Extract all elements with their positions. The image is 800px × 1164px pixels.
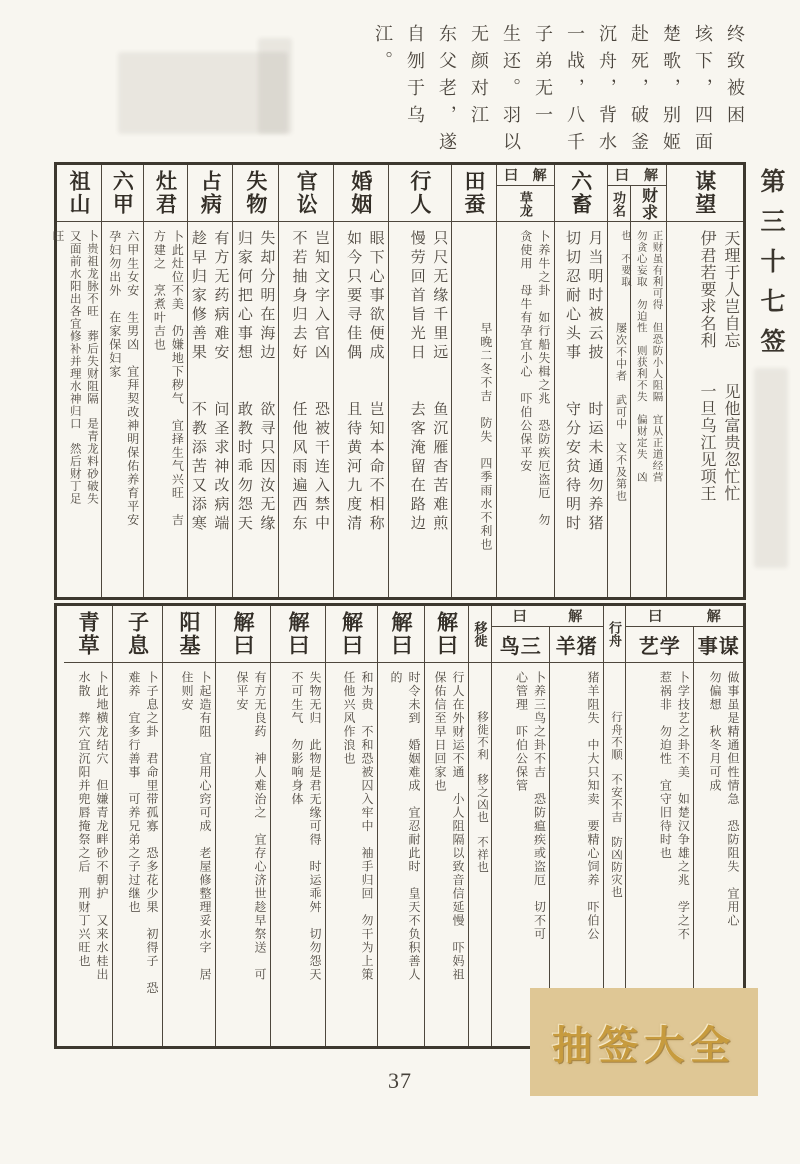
- table-column-田蚕: [451, 165, 496, 597]
- column-label-草龙: 草龙: [497, 186, 554, 222]
- group-header-char: 曰: [648, 610, 663, 625]
- table-column-婚姻: [333, 165, 388, 597]
- story-column: 赴死，破釜: [629, 24, 649, 159]
- column-label-财求: 财求: [631, 186, 666, 222]
- column-group: [496, 165, 554, 597]
- story-column: 无颜对江: [469, 24, 489, 132]
- content-line: 卜贵祖龙脉不旺 葬后失财阻隔 是青龙料砂破失: [85, 230, 98, 505]
- story-column: 终致被困: [725, 24, 745, 132]
- story-column: 子弟无一: [533, 24, 553, 132]
- group-header-char: 曰: [512, 610, 527, 625]
- page-title: 第三十七签: [757, 168, 784, 368]
- group-columns: [497, 186, 554, 597]
- column-content: [326, 663, 377, 1046]
- content-line: 如今只要寻佳偶 且待黄河九度清: [345, 230, 362, 534]
- group-header-char: 曰: [615, 169, 630, 184]
- column-label-解曰: 解曰: [378, 606, 424, 663]
- group-header-解曰: [492, 606, 603, 627]
- table-column-解曰: [215, 606, 270, 1046]
- column-label-婚姻: 婚姻: [334, 165, 388, 222]
- column-content: [452, 222, 496, 597]
- content-line: 行舟不顺 不安不吉 防凶防灾也: [610, 711, 622, 899]
- content-line: 贪使用 母牛有孕宜小心 吓伯公保平安: [518, 230, 533, 473]
- table-column-行人: [388, 165, 452, 597]
- page-number: 37: [388, 1068, 412, 1093]
- column-label-羊猪: 羊猪: [550, 627, 603, 663]
- column-content: [188, 222, 232, 597]
- content-line: 有方无药病难安 问圣求神改病端: [212, 230, 229, 534]
- table-column-解曰: [424, 606, 468, 1046]
- column-label-六畜: 六畜: [555, 165, 607, 222]
- story-column: 垓下，四面: [693, 24, 713, 159]
- column-label-占病: 占病: [188, 165, 232, 222]
- column-label-功名: 功名: [608, 186, 630, 222]
- group-header-char: 解: [532, 169, 547, 184]
- group-columns: [608, 186, 666, 597]
- content-line: 保佑信至早日回家也: [433, 671, 447, 793]
- content-line: 屡次不中者 武可中 文不及第也: [614, 322, 627, 502]
- watermark-badge: [530, 988, 758, 1096]
- content-line: 不可生气 勿影响身体: [290, 671, 304, 806]
- group-header-char: 解: [568, 610, 583, 625]
- content-line: 失却分明在海边 欲寻只因汝无缘: [258, 230, 275, 534]
- content-line: 有方无良药 神人难治之 宜存心济世趁早祭送 可: [253, 671, 267, 982]
- group-header-char: 曰: [504, 169, 519, 184]
- content-line: 卜此地横龙结穴 但嫌青龙畔砂不朝护 又来水桂出: [95, 671, 109, 982]
- column-content: [334, 222, 388, 597]
- group-header-char: 解: [706, 610, 721, 625]
- column-content: [271, 663, 325, 1046]
- column-label-祖山: 祖山: [57, 165, 101, 222]
- column-content: [51, 222, 101, 597]
- group-header-解曰: [626, 606, 743, 627]
- column-label-青草: 青草: [64, 606, 112, 663]
- table-column-六畜: [554, 165, 607, 597]
- column-label-田蚕: 田蚕: [452, 165, 496, 222]
- content-line: 卜子息之卦 君命里带孤寡 恐多花少果 初得子 恐: [145, 671, 159, 995]
- story-column: 楚歌，别姬: [661, 24, 681, 159]
- content-line: 心管理 吓伯公保管: [514, 671, 529, 793]
- content-line: 猪羊阻失 中大只知卖 要精心饲养 吓伯公: [586, 671, 600, 941]
- table-column-解曰: [270, 606, 325, 1046]
- content-line: 旺: [51, 230, 64, 243]
- table-column-羊猪: [549, 627, 603, 1046]
- column-content: [497, 222, 554, 597]
- content-line: 眼下心事欲便成 岂知本命不相称: [367, 230, 384, 534]
- column-group: [491, 606, 603, 1046]
- column-label-失物: 失物: [233, 165, 278, 222]
- column-label-阳基: 阳基: [163, 606, 215, 663]
- content-line: 移徙不利 移之凶也 不祥也: [476, 711, 488, 874]
- content-line: 切切忍耐心头事 守分安贫待明时: [564, 230, 581, 534]
- table-column-祖山: [51, 165, 101, 597]
- bleed-through-artifact: [754, 368, 788, 568]
- table-column-子息: [112, 606, 162, 1046]
- group-header-char: 解: [644, 169, 659, 184]
- content-line: 月当明时被云披 时运未通勿养猪: [586, 230, 603, 534]
- column-label-移徙: 移徙: [469, 606, 491, 663]
- content-line: 方建之 烹煮叶吉也: [152, 230, 167, 352]
- table-column-移徙: [468, 606, 491, 1046]
- column-group: [607, 165, 666, 597]
- content-line: 只尺无缘千里远 鱼沉雁杳苦难煎: [431, 230, 448, 534]
- story-column: 东父老，遂: [437, 24, 457, 159]
- content-line: 勿偏想 秋冬月可成: [708, 671, 722, 793]
- content-line: 的: [389, 671, 403, 685]
- table-column-灶君: [143, 165, 188, 597]
- table-column-失物: [232, 165, 278, 597]
- table-column-草龙: [497, 186, 554, 597]
- content-line: 不若抽身归去好 任他风雨遍西东: [290, 230, 307, 534]
- content-line: 失物无归 此物是君无缘可得 时运乖舛 切勿怨天: [308, 671, 322, 982]
- table-column-解曰: [325, 606, 377, 1046]
- story-column: 一战，八千: [565, 24, 585, 159]
- story-column: 江。: [373, 24, 393, 78]
- story-column: 沉舟，背水: [597, 24, 617, 159]
- content-line: 六甲生女安 生男凶 宜拜契改神明保佑养育平安: [125, 230, 140, 527]
- column-content: [144, 222, 188, 597]
- column-content: [389, 222, 452, 597]
- column-content: [425, 663, 468, 1046]
- column-label-子息: 子息: [113, 606, 162, 663]
- column-content: [469, 663, 491, 1046]
- content-line: 岂知文字入官凶 恐被干连入禁中: [313, 230, 330, 534]
- column-content: [233, 222, 278, 597]
- table-column-阳基: [162, 606, 215, 1046]
- content-line: 趁早归家修善果 不教添苦又添寒: [189, 230, 206, 534]
- content-line: 行人在外财运不通 小人阻隔以致音信延慢 吓妈祖: [451, 671, 465, 982]
- content-line: 卜学技艺之卦不美 如楚汉争雄之兆 学之不: [676, 671, 691, 941]
- column-content: [163, 663, 215, 1046]
- content-line: 正财虽有利可得 但恐防小人阻隔 宜从正道经营: [651, 230, 663, 483]
- content-line: 保平安: [235, 671, 249, 712]
- column-content: [102, 222, 143, 597]
- group-columns: [492, 627, 603, 1046]
- column-label-解曰: 解曰: [425, 606, 468, 663]
- group-columns: [626, 627, 743, 1046]
- content-line: 卜起造有阻 宜用心窍可成 老屋修整理妥水字 居: [198, 671, 212, 982]
- column-label-官讼: 官讼: [279, 165, 333, 222]
- table-column-解曰: [377, 606, 424, 1046]
- story-column: 自刎于乌: [405, 24, 425, 132]
- column-label-六甲: 六甲: [102, 165, 143, 222]
- bleed-through-artifact: [258, 38, 292, 134]
- content-line: 难养 宜多行善事 可养兄弟之子过继也: [127, 671, 141, 914]
- column-content: [216, 663, 270, 1046]
- table-column-六甲: [101, 165, 143, 597]
- column-label-行舟: 行舟: [604, 606, 625, 663]
- content-line: 卜此灶位不美 仍嫌地下秽气 宜择生气兴旺 吉: [170, 230, 185, 527]
- content-line: 归家何把心事想 敢教时乖勿怨天: [235, 230, 252, 534]
- table-column-占病: [187, 165, 232, 597]
- story-column: 生还。羽以: [501, 24, 521, 159]
- content-line: 任他兴风作浪也: [342, 671, 356, 766]
- table-column-鸟三: [492, 627, 549, 1046]
- content-line: 又面前水阳出各宜修补并理水神归口 然后财丁足: [68, 230, 81, 505]
- table-column-事谋: [693, 627, 743, 1046]
- content-line: 伊君若要求名利 一旦乌江见项王: [698, 230, 715, 502]
- column-label-灶君: 灶君: [144, 165, 188, 222]
- story-text: [356, 24, 748, 166]
- column-content: [667, 222, 743, 597]
- content-line: 做事虽是精通但性情急 恐防阻失 宜用心: [726, 671, 740, 928]
- column-content: [279, 222, 333, 597]
- group-header-解曰: [497, 165, 554, 186]
- column-label-解曰: 解曰: [326, 606, 377, 663]
- table-column-行舟: [603, 606, 625, 1046]
- column-label-行人: 行人: [389, 165, 452, 222]
- table-column-青草: [64, 606, 112, 1046]
- column-content: [64, 663, 112, 1046]
- table-column-艺学: [626, 627, 693, 1046]
- column-label-解曰: 解曰: [216, 606, 270, 663]
- content-line: 孕妇勿出外 在家保妇家: [107, 230, 122, 379]
- table-column-官讼: [278, 165, 333, 597]
- column-label-谋望: 谋望: [667, 165, 743, 222]
- column-group: [625, 606, 743, 1046]
- watermark-text: 抽签大全: [552, 1022, 736, 1068]
- column-label-艺学: 艺学: [626, 627, 693, 663]
- content-line: 惹祸非 勿迫性 宜守旧待时也: [658, 671, 673, 860]
- content-line: 时令未到 婚姻难成 宜忍耐此时 皇天不负积善人: [407, 671, 421, 982]
- column-content: [113, 663, 162, 1046]
- content-line: 住则安: [180, 671, 194, 712]
- fortune-table-upper: [51, 162, 746, 600]
- content-line: 水散 葬穴宜沉阳并兜唇掩祭之后 刑财丁兴旺也: [77, 671, 91, 968]
- content-line: 慢劳回首旨光日 去客淹留在路边: [408, 230, 425, 534]
- content-line: 勿贪心妄取 勿迫性 则获利不失 偏财定失 凶: [635, 230, 647, 483]
- content-line: 早晚二冬不吉 防失 四季雨水不利也: [478, 322, 493, 552]
- content-line: 也 不要取: [620, 230, 632, 288]
- fortune-table-lower: [54, 603, 746, 1049]
- column-content: [378, 663, 424, 1046]
- content-line: 天理于人岂自忘 见他富贵忽忙忙: [722, 230, 739, 502]
- column-content: [555, 222, 607, 597]
- content-line: 卜养三鸟之卦不吉 恐防瘟疾或盗厄 切不可: [532, 671, 547, 941]
- column-label-鸟三: 鸟三: [492, 627, 549, 663]
- content-line: 卜养牛之卦 如行船失楫之兆 恐防疾厄盗厄 勿: [536, 230, 551, 527]
- table-column-谋望: [666, 165, 743, 597]
- column-label-解曰: 解曰: [271, 606, 325, 663]
- content-line: 和为贵 不和恐被囚入牢中 袖手归回 勿干为上策: [360, 671, 374, 982]
- column-label-事谋: 事谋: [694, 627, 743, 663]
- group-header-解曰: [608, 165, 666, 186]
